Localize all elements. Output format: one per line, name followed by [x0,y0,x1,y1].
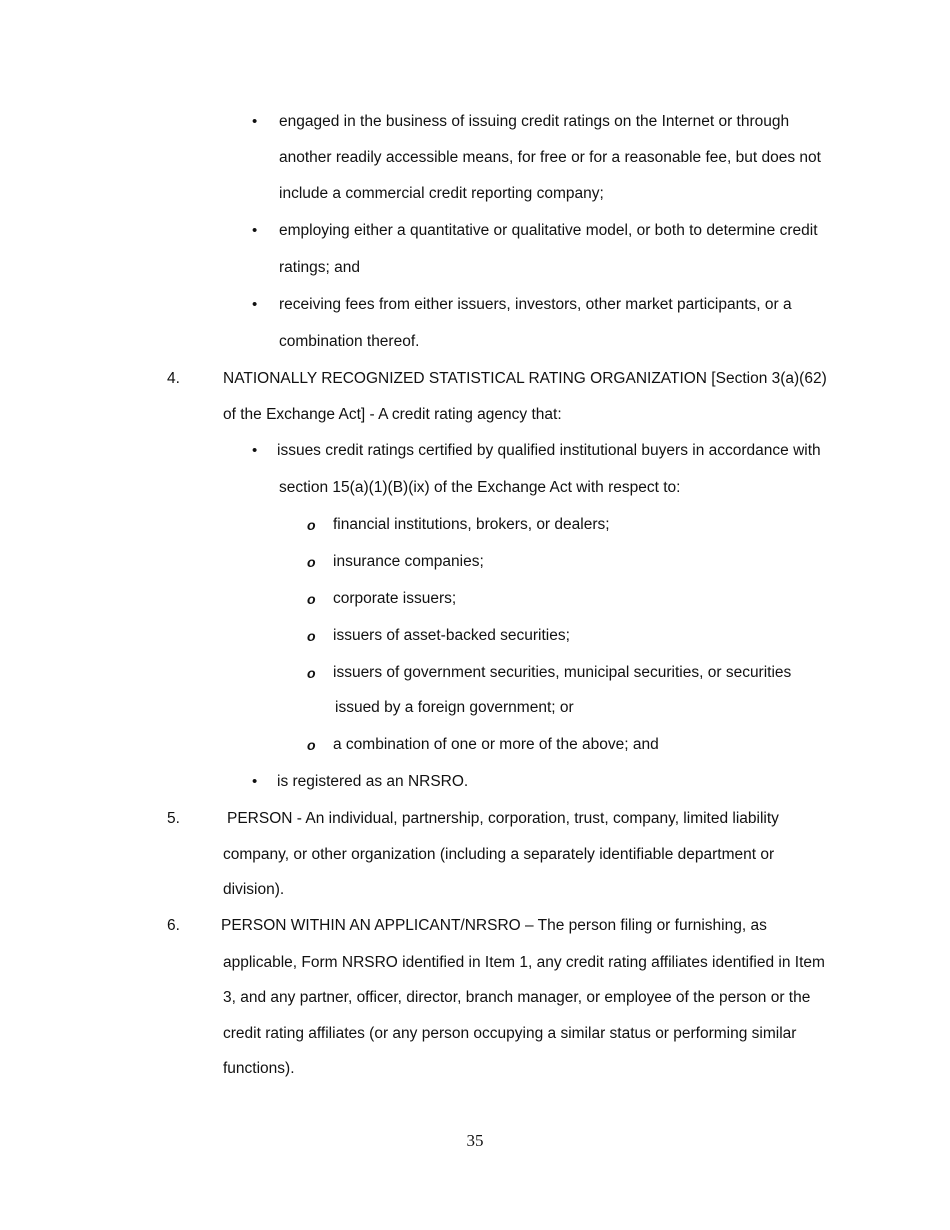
item-4-bullet-1-line-1: issues credit ratings certified by qualified institutional buyers in accordance with [277,442,821,459]
item-6-line-1: PERSON WITHIN AN APPLICANT/NRSRO – The person filing or furnishing, as [221,917,767,934]
item-6-line-4: credit rating affiliates (or any person occupying a similar status or performing similar [223,1025,797,1042]
sub-item-2: insurance companies; [333,553,484,570]
bullet-icon: • [252,222,258,239]
sub-bullet-icon: o [307,628,316,644]
sub-bullet-icon: o [307,737,316,753]
item-4-heading-line-1: NATIONALLY RECOGNIZED STATISTICAL RATING ORGANIZATION [Section 3(a)(62) [223,370,827,387]
item-5-line-1: PERSON - An individual, partnership, corporation, trust, company, limited liability [227,810,779,827]
bullet-3-line-2: combination thereof. [279,333,420,350]
item-6-line-3: 3, and any partner, officer, director, branch manager, or employee of the person or the [223,989,811,1006]
item-4-bullet-1-line-2: section 15(a)(1)(B)(ix) of the Exchange Act with respect to: [279,479,681,496]
item-6-line-5: functions). [223,1060,295,1077]
sub-item-3: corporate issuers; [333,590,457,607]
item-4-number: 4. [167,370,180,387]
item-6-number: 6. [167,917,180,934]
bullet-icon: • [252,296,258,313]
item-5-line-3: division). [223,881,285,898]
sub-bullet-icon: o [307,554,316,570]
sub-item-6: a combination of one or more of the above; and [333,736,659,753]
page-number: 35 [466,1131,484,1150]
sub-item-4: issuers of asset-backed securities; [333,627,570,644]
bullet-1-line-1: engaged in the business of issuing credit ratings on the Internet or through [279,113,790,130]
item-4-heading-line-2: of the Exchange Act] - A credit rating agency that: [223,406,562,423]
sub-item-1: financial institutions, brokers, or dealers; [333,516,610,533]
bullet-icon: • [252,442,258,459]
sub-item-5-line-1: issuers of government securities, municipal securities, or securities [333,664,792,681]
bullet-icon: • [252,773,258,790]
bullet-1-line-3: include a commercial credit reporting company; [279,185,604,202]
sub-bullet-icon: o [307,517,316,533]
bullet-icon: • [252,113,258,130]
bullet-2-line-2: ratings; and [279,259,360,276]
item-5-number: 5. [167,810,180,827]
sub-bullet-icon: o [307,591,316,607]
bullet-1-line-2: another readily accessible means, for free or for a reasonable fee, but does not [279,149,821,166]
bullet-2-line-1: employing either a quantitative or qualitative model, or both to determine credit [279,222,818,239]
bullet-3-line-1: receiving fees from either issuers, investors, other market participants, or a [279,296,792,313]
item-4-bullet-2: is registered as an NRSRO. [277,773,469,790]
sub-bullet-icon: o [307,665,316,681]
sub-item-5-line-2: issued by a foreign government; or [335,699,574,716]
item-6-line-2: applicable, Form NRSRO identified in Item 1, any credit rating affiliates identified in Item [223,954,825,971]
item-5-line-2: company, or other organization (including a separately identifiable department or [223,846,775,863]
